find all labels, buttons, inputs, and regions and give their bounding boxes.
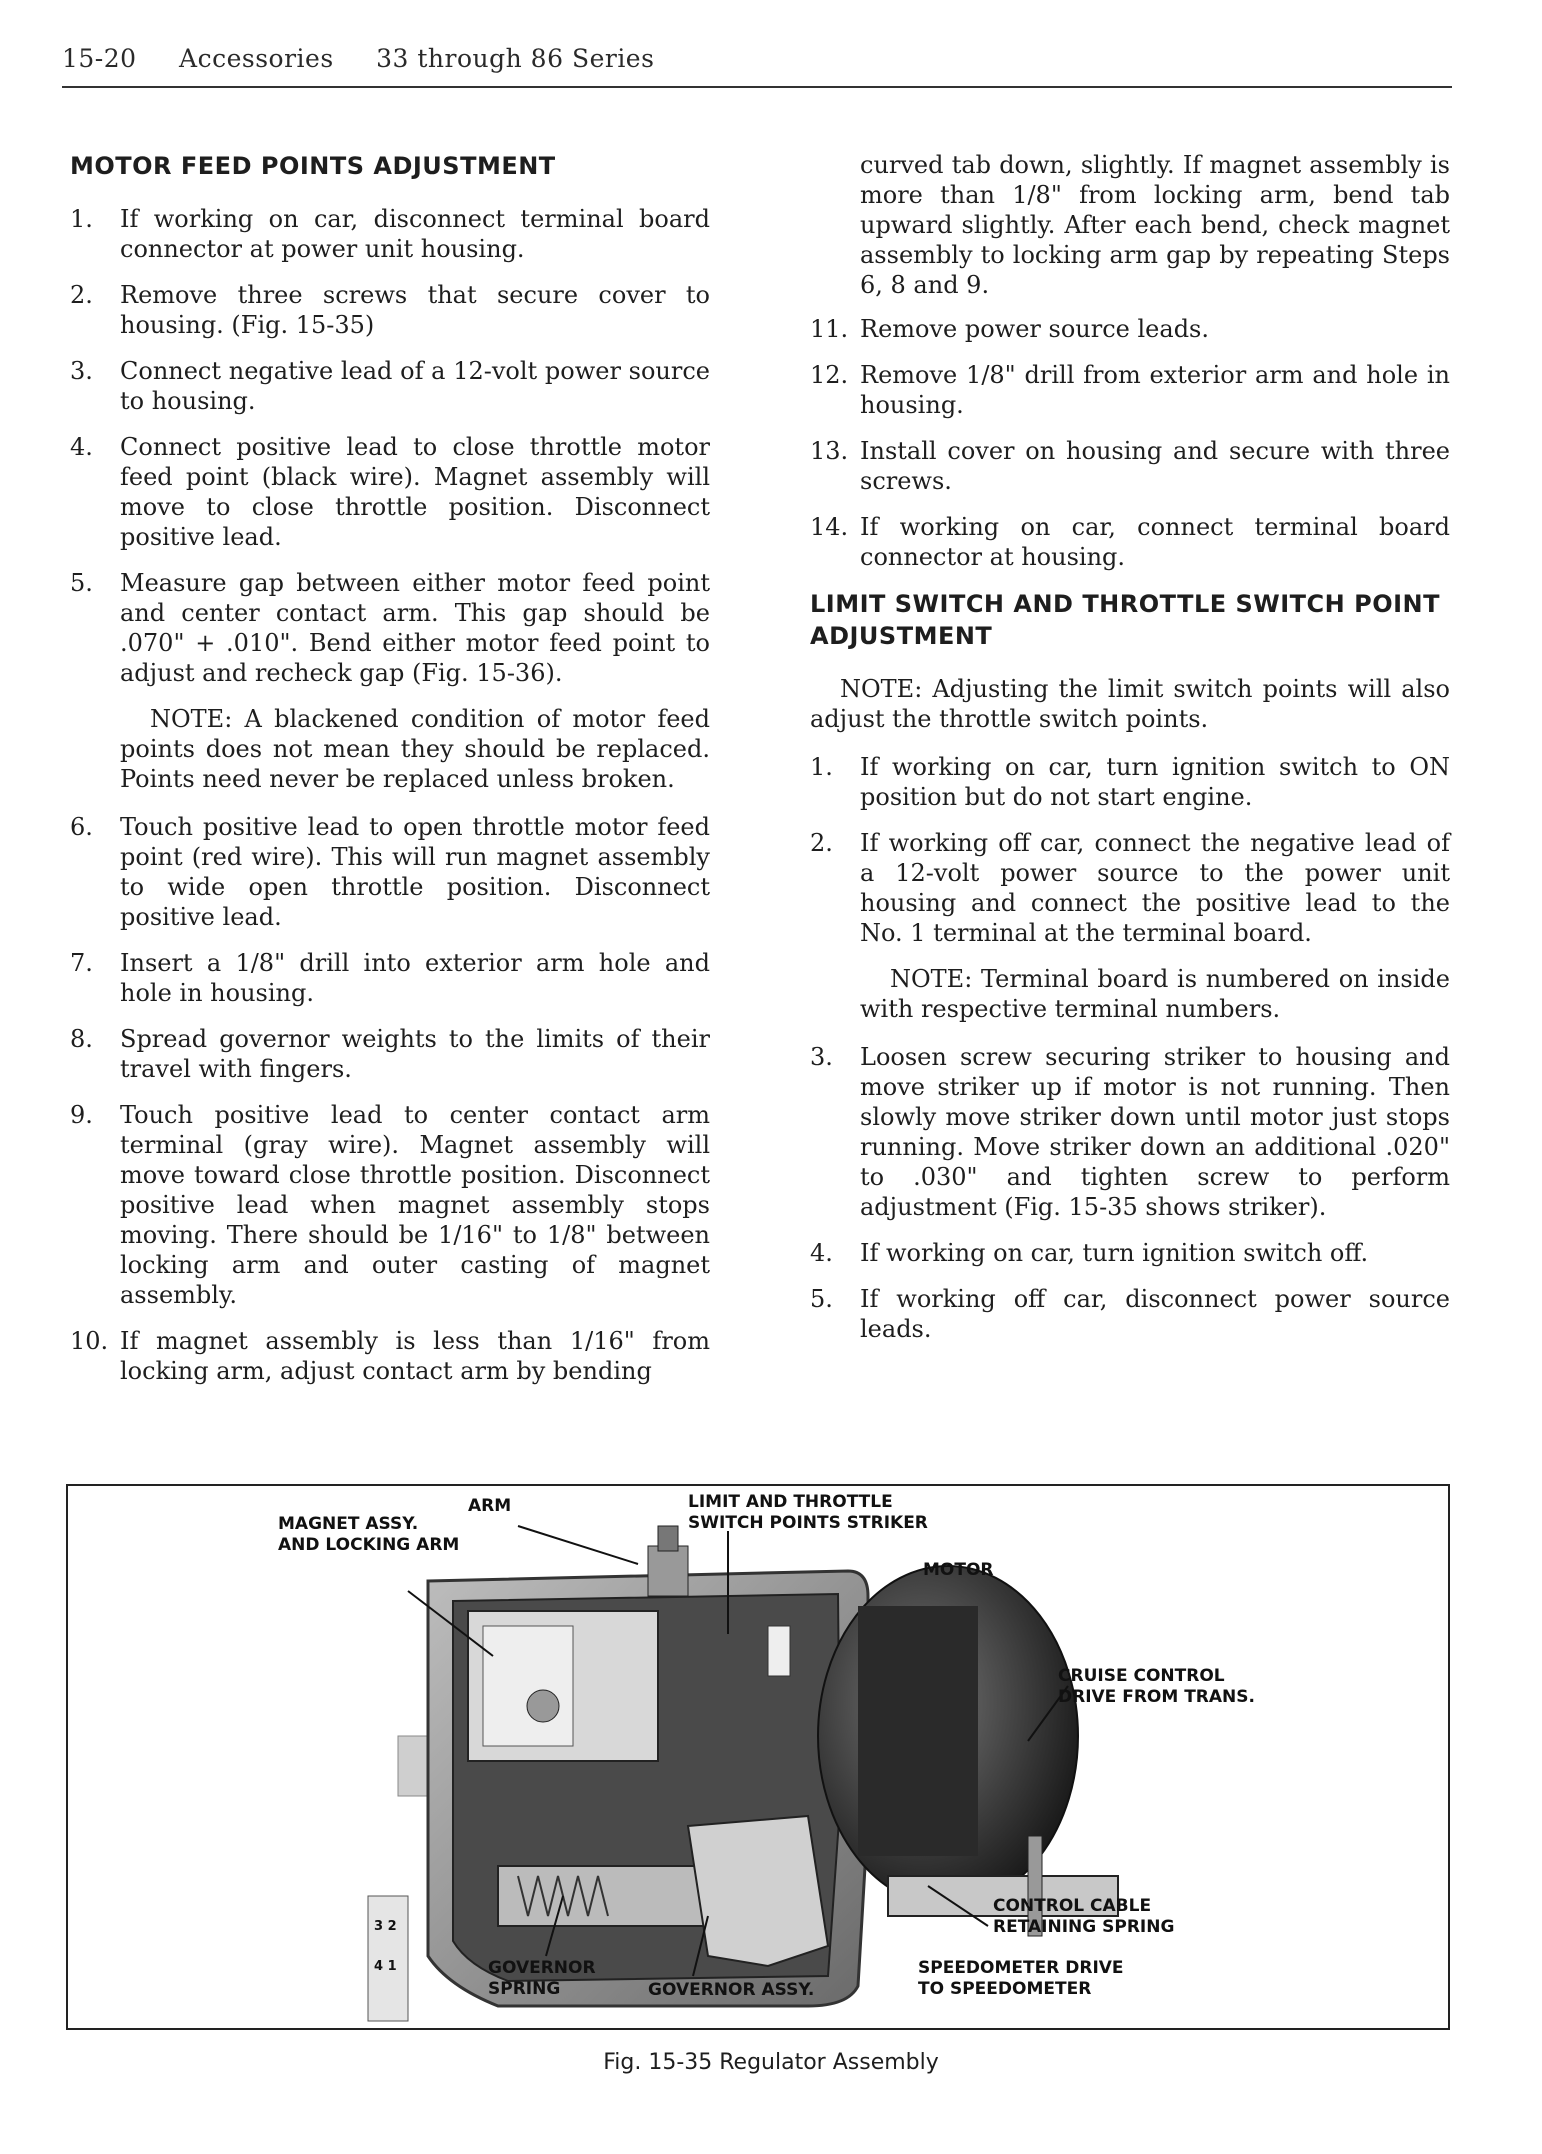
step-text: Loosen screw securing striker to housing and move striker up if motor is not running. Then slowly move striker down until motor just stops running. Move striker down an additional .020" to .030" and tighten screw to perform adjustment (Fig. 15-35 shows striker). <box>860 1043 1450 1221</box>
step-number: 4. <box>810 1239 833 1267</box>
step-text: Connect positive lead to close throttle motor feed point (black wire). Magnet assembly will move to close throttle position. Disconnect positive lead. <box>120 433 710 551</box>
step-number: 5. <box>70 569 93 597</box>
motor-feed-heading: MOTOR FEED POINTS ADJUSTMENT <box>70 152 556 180</box>
step-item <box>810 1042 1450 1222</box>
step-text: Remove three screws that secure cover to housing. (Fig. 15-35) <box>120 281 710 339</box>
step-item <box>70 1024 710 1084</box>
step-number: 5. <box>810 1285 833 1313</box>
step-number: 3. <box>70 357 93 385</box>
regulator-figure <box>66 1484 1450 2030</box>
step-item <box>70 356 710 416</box>
running-header <box>62 44 688 73</box>
step-number: 8. <box>70 1025 93 1053</box>
label-terminal-bottom: 4 1 <box>374 1959 397 1974</box>
right-steps <box>810 314 1450 572</box>
note-terminal-board: NOTE: Terminal board is numbered on inside with respective terminal numbers. <box>860 965 1450 1023</box>
figure-caption: Fig. 15-35 Regulator Assembly <box>603 2050 939 2075</box>
step-text: Remove 1/8" drill from exterior arm and hole in housing. <box>860 361 1450 419</box>
step-number: 11. <box>810 315 849 343</box>
continuation-text: curved tab down, slightly. If magnet assembly is more than 1/8" from locking arm, bend tab upward slightly. After each bend, check magnet assembly to locking arm gap by repeating Steps 6, 8 and 9. <box>860 151 1450 299</box>
step-text: If working on car, turn ignition switch off. <box>860 1239 1369 1267</box>
regulator-photo <box>68 1486 1448 2028</box>
left-steps <box>70 204 710 688</box>
step-text: Touch positive lead to center contact arm terminal (gray wire). Magnet assembly will move toward close throttle position. Disconnect positive lead when magnet assembly stops moving. There should be 1/16" to 1/8" between locking arm and outer casting of magnet assembly. <box>120 1101 710 1309</box>
step-number: 9. <box>70 1101 93 1129</box>
step-number: 6. <box>70 813 93 841</box>
note-limit-switch: NOTE: Adjusting the limit switch points will also adjust the throttle switch points. <box>810 675 1450 733</box>
step-number: 1. <box>70 205 93 233</box>
label-terminal-top: 3 2 <box>374 1919 397 1934</box>
step-item <box>810 314 1450 344</box>
step-text: Install cover on housing and secure with three screws. <box>860 437 1450 495</box>
step-item <box>70 568 710 688</box>
step-item <box>810 752 1450 812</box>
step-item <box>810 436 1450 496</box>
step-number: 7. <box>70 949 93 977</box>
step-number: 2. <box>810 829 833 857</box>
label-motor: MOTOR <box>923 1560 994 1580</box>
step-item <box>70 432 710 552</box>
limit-switch-heading: LIMIT SWITCH AND THROTTLE SWITCH POINT ADJUSTMENT <box>810 590 1440 650</box>
step-text: If working on car, disconnect terminal board connector at power unit housing. <box>120 205 710 263</box>
step-item <box>810 512 1450 572</box>
header-rule <box>62 86 1452 88</box>
step-item <box>810 1238 1450 1268</box>
right-steps-3 <box>810 1042 1450 1344</box>
step-text: Spread governor weights to the limits of their travel with fingers. <box>120 1025 710 1083</box>
step-item <box>70 948 710 1008</box>
step-item <box>70 812 710 932</box>
step-number: 14. <box>810 513 849 541</box>
step-number: 3. <box>810 1043 833 1071</box>
label-arm: ARM <box>468 1496 512 1516</box>
right-column <box>810 150 1450 1360</box>
step-item <box>810 1284 1450 1344</box>
label-limit-striker: LIMIT AND THROTTLE SWITCH POINTS STRIKER <box>688 1492 928 1533</box>
left-steps-continued <box>70 812 710 1386</box>
right-steps-2 <box>810 752 1450 948</box>
section-name: Accessories <box>179 44 334 73</box>
label-governor-assy: GOVERNOR ASSY. <box>648 1980 815 2000</box>
step-number: 4. <box>70 433 93 461</box>
step-text: Touch positive lead to open throttle motor feed point (red wire). This will run magnet assembly to wide open throttle position. Disconnect positive lead. <box>120 813 710 931</box>
series-label: 33 through 86 Series <box>376 44 655 73</box>
step-number: 10. <box>70 1327 109 1355</box>
label-magnet-assy: MAGNET ASSY. AND LOCKING ARM <box>278 1514 460 1555</box>
step-text: Remove power source leads. <box>860 315 1209 343</box>
page-number: 15-20 <box>62 44 137 73</box>
step-number: 2. <box>70 281 93 309</box>
step-text: If working on car, turn ignition switch to ON position but do not start engine. <box>860 753 1450 811</box>
step-text: If working on car, connect terminal board connector at housing. <box>860 513 1450 571</box>
step-item <box>810 828 1450 948</box>
step-item <box>70 1326 710 1386</box>
step-item <box>70 280 710 340</box>
left-column <box>70 150 710 1402</box>
step-text: If working off car, disconnect power source leads. <box>860 1285 1450 1343</box>
note-blackened-points: NOTE: A blackened condition of motor feed points does not mean they should be replaced. Points need never be replaced unless broken. <box>120 705 710 793</box>
label-governor-spring: GOVERNOR SPRING <box>488 1958 596 1999</box>
step-number: 12. <box>810 361 849 389</box>
step-item <box>70 1100 710 1310</box>
step-item <box>70 204 710 264</box>
label-cruise-drive: CRUISE CONTROL DRIVE FROM TRANS. <box>1058 1666 1255 1707</box>
step-item <box>810 360 1450 420</box>
step-text: Insert a 1/8" drill into exterior arm hole and hole in housing. <box>120 949 710 1007</box>
label-control-cable: CONTROL CABLE RETAINING SPRING <box>993 1896 1175 1937</box>
step-text: Connect negative lead of a 12-volt power source to housing. <box>120 357 710 415</box>
step-text: Measure gap between either motor feed point and center contact arm. This gap should be .070" + .010". Bend either motor feed point to adjust and recheck gap (Fig. 15-36). <box>120 569 710 687</box>
step-number: 1. <box>810 753 833 781</box>
step-number: 13. <box>810 437 849 465</box>
label-speedometer-drive: SPEEDOMETER DRIVE TO SPEEDOMETER <box>918 1958 1124 1999</box>
step-text: If magnet assembly is less than 1/16" from locking arm, adjust contact arm by bending <box>120 1327 710 1385</box>
step-text: If working off car, connect the negative lead of a 12-volt power source to the power unit housing and connect the positive lead to the No. 1 terminal at the terminal board. <box>860 829 1450 947</box>
